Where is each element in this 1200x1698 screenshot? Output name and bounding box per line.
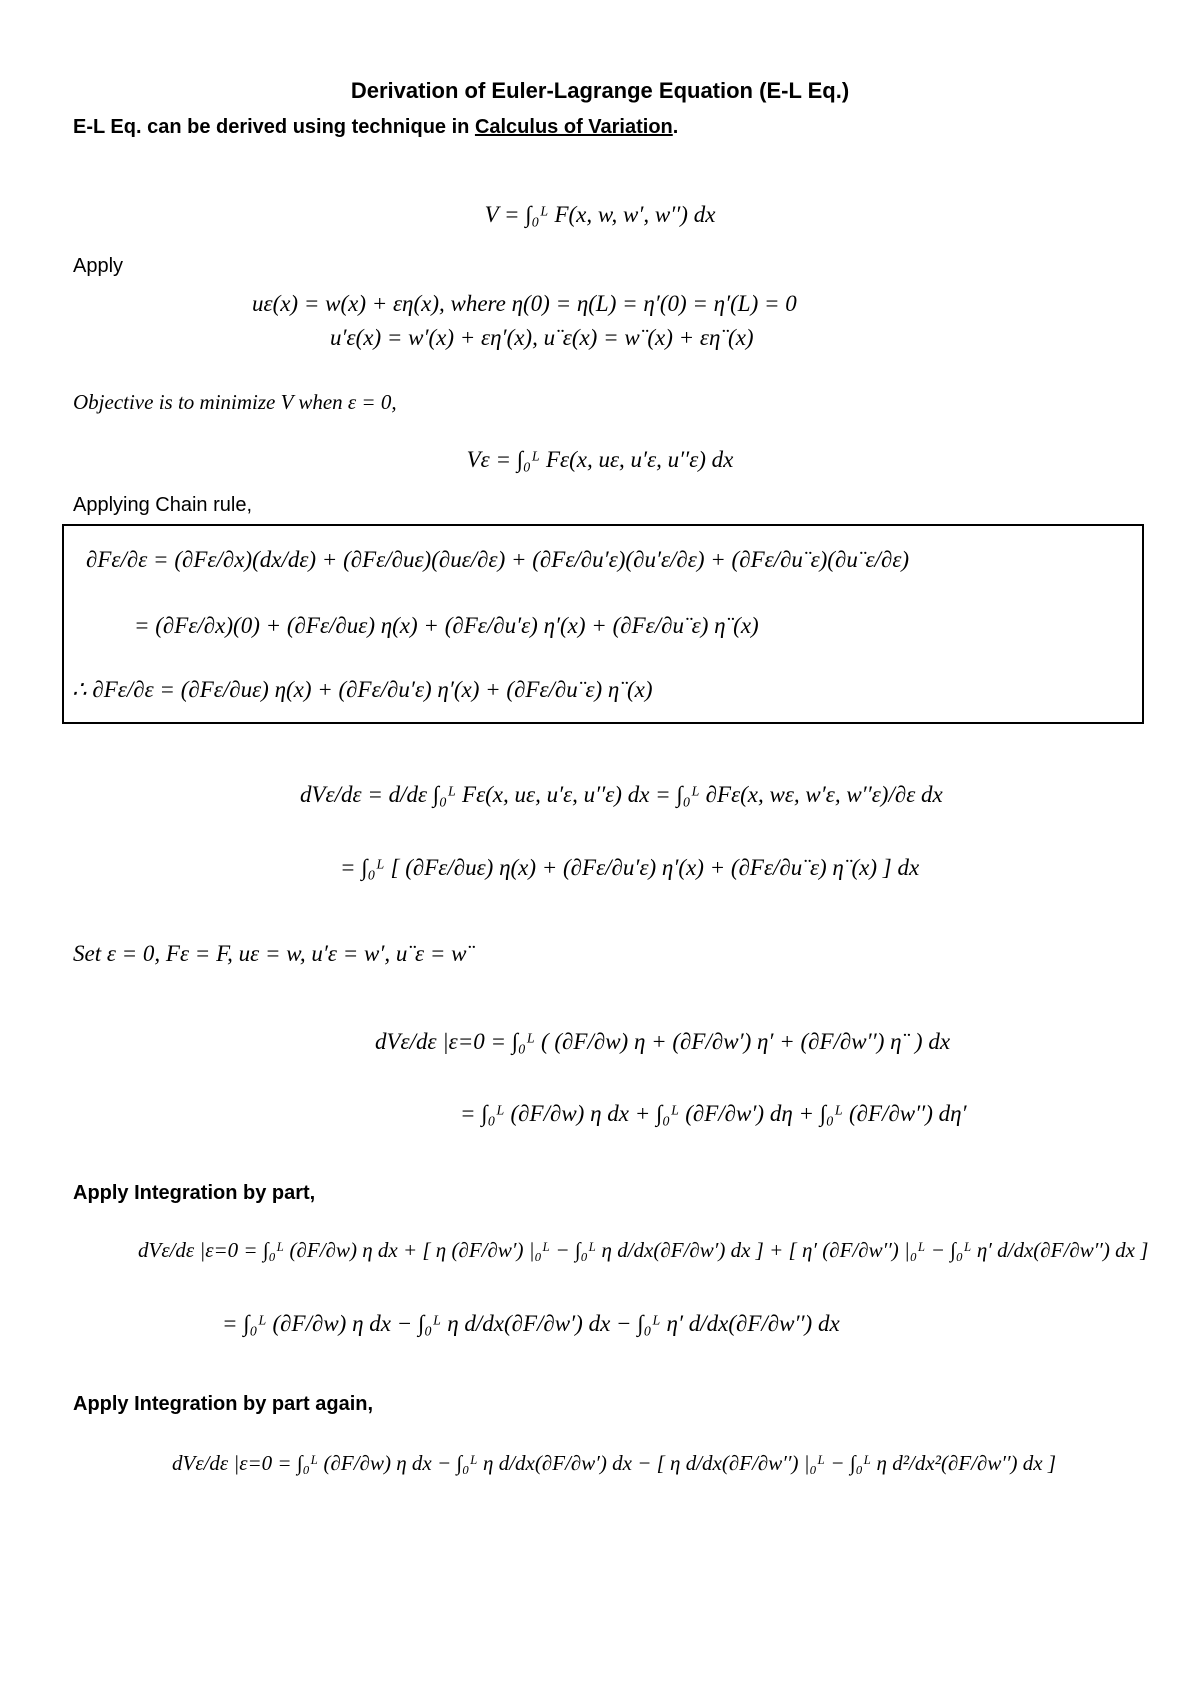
intro-text	[73, 116, 678, 139]
derivative-line-1: dVε/dε = d/dε ∫₀ᴸ Fε(x, uε, u′ε, u′′ε) dx = ∫₀ᴸ ∂Fε(x, wε, w′ε, w′′ε)/∂ε dx	[300, 782, 943, 807]
derivative-line-2: = ∫₀ᴸ [ (∂Fε/∂uε) η(x) + (∂Fε/∂u′ε) η′(x) + (∂Fε/∂u¨ε) η¨(x) ] dx	[340, 855, 920, 880]
calculus-of-variation-link[interactable]: Calculus of Variation	[474, 116, 673, 138]
variation-equation-1: uε(x) = w(x) + εη(x), where η(0) = η(L) = η′(0) = η′(L) = 0	[252, 291, 797, 316]
ibp-again-label: Apply Integration by part again,	[73, 1393, 374, 1415]
ibp-line-1: dVε/dε |ε=0 = ∫₀ᴸ (∂F/∂w) η dx + [ η (∂F/∂w′) |₀ᴸ − ∫₀ᴸ η d/dx(∂F/∂w′) dx ] + [ η′ (∂F/∂w′′) |₀ᴸ − ∫₀ᴸ η′ d/dx(∂F/∂w′′) dx ]	[138, 1238, 1149, 1262]
chain-rule-result: ∴ ∂Fε/∂ε = (∂Fε/∂uε) η(x) + (∂Fε/∂u′ε) η′(x) + (∂Fε/∂u¨ε) η¨(x)	[72, 677, 653, 702]
functional-equation: V = ∫₀ᴸ F(x, w, w′, w′′) dx	[484, 202, 716, 227]
apply-label: Apply	[73, 255, 124, 277]
intro-prefix: E-L Eq. can be derived using technique in	[73, 116, 475, 138]
dv-zero-line-2: = ∫₀ᴸ (∂F/∂w) η dx + ∫₀ᴸ (∂F/∂w′) dη + ∫₀ᴸ (∂F/∂w′′) dη′	[460, 1101, 967, 1126]
set-epsilon-line: Set ε = 0, Fε = F, uε = w, u′ε = w′, u¨ε = w¨	[73, 941, 475, 966]
chain-rule-line-1: ∂Fε/∂ε = (∂Fε/∂x)(dx/dε) + (∂Fε/∂uε)(∂uε/∂ε) + (∂Fε/∂u′ε)(∂u′ε/∂ε) + (∂Fε/∂u¨ε)(∂u¨ε/∂ε)	[86, 547, 910, 572]
ibp-line-2: = ∫₀ᴸ (∂F/∂w) η dx − ∫₀ᴸ η d/dx(∂F/∂w′) dx − ∫₀ᴸ η′ d/dx(∂F/∂w′′) dx	[222, 1311, 840, 1336]
chain-rule-label: Applying Chain rule,	[73, 494, 252, 516]
variation-equation-2: u′ε(x) = w′(x) + εη′(x), u¨ε(x) = w¨(x) + εη¨(x)	[330, 325, 754, 350]
page-title: Derivation of Euler-Lagrange Equation (E-L Eq.)	[350, 78, 850, 103]
chain-rule-line-2: = (∂Fε/∂x)(0) + (∂Fε/∂uε) η(x) + (∂Fε/∂u′ε) η′(x) + (∂Fε/∂u¨ε) η¨(x)	[134, 613, 759, 638]
v-epsilon-equation: Vε = ∫₀ᴸ Fε(x, uε, u′ε, u′′ε) dx	[466, 447, 734, 472]
objective-text: Objective is to minimize V when ε = 0,	[73, 390, 397, 414]
ibp-again-line-1: dVε/dε |ε=0 = ∫₀ᴸ (∂F/∂w) η dx − ∫₀ᴸ η d/dx(∂F/∂w′) dx − [ η d/dx(∂F/∂w′′) |₀ᴸ − ∫₀ᴸ η d²/dx²(∂F/∂w′′) dx ]	[172, 1451, 1057, 1475]
dv-zero-line-1: dVε/dε |ε=0 = ∫₀ᴸ ( (∂F/∂w) η + (∂F/∂w′) η′ + (∂F/∂w′′) η¨ ) dx	[375, 1029, 951, 1054]
ibp-label: Apply Integration by part,	[73, 1182, 316, 1204]
intro-suffix: .	[672, 116, 679, 138]
chain-rule-box	[62, 524, 1144, 724]
